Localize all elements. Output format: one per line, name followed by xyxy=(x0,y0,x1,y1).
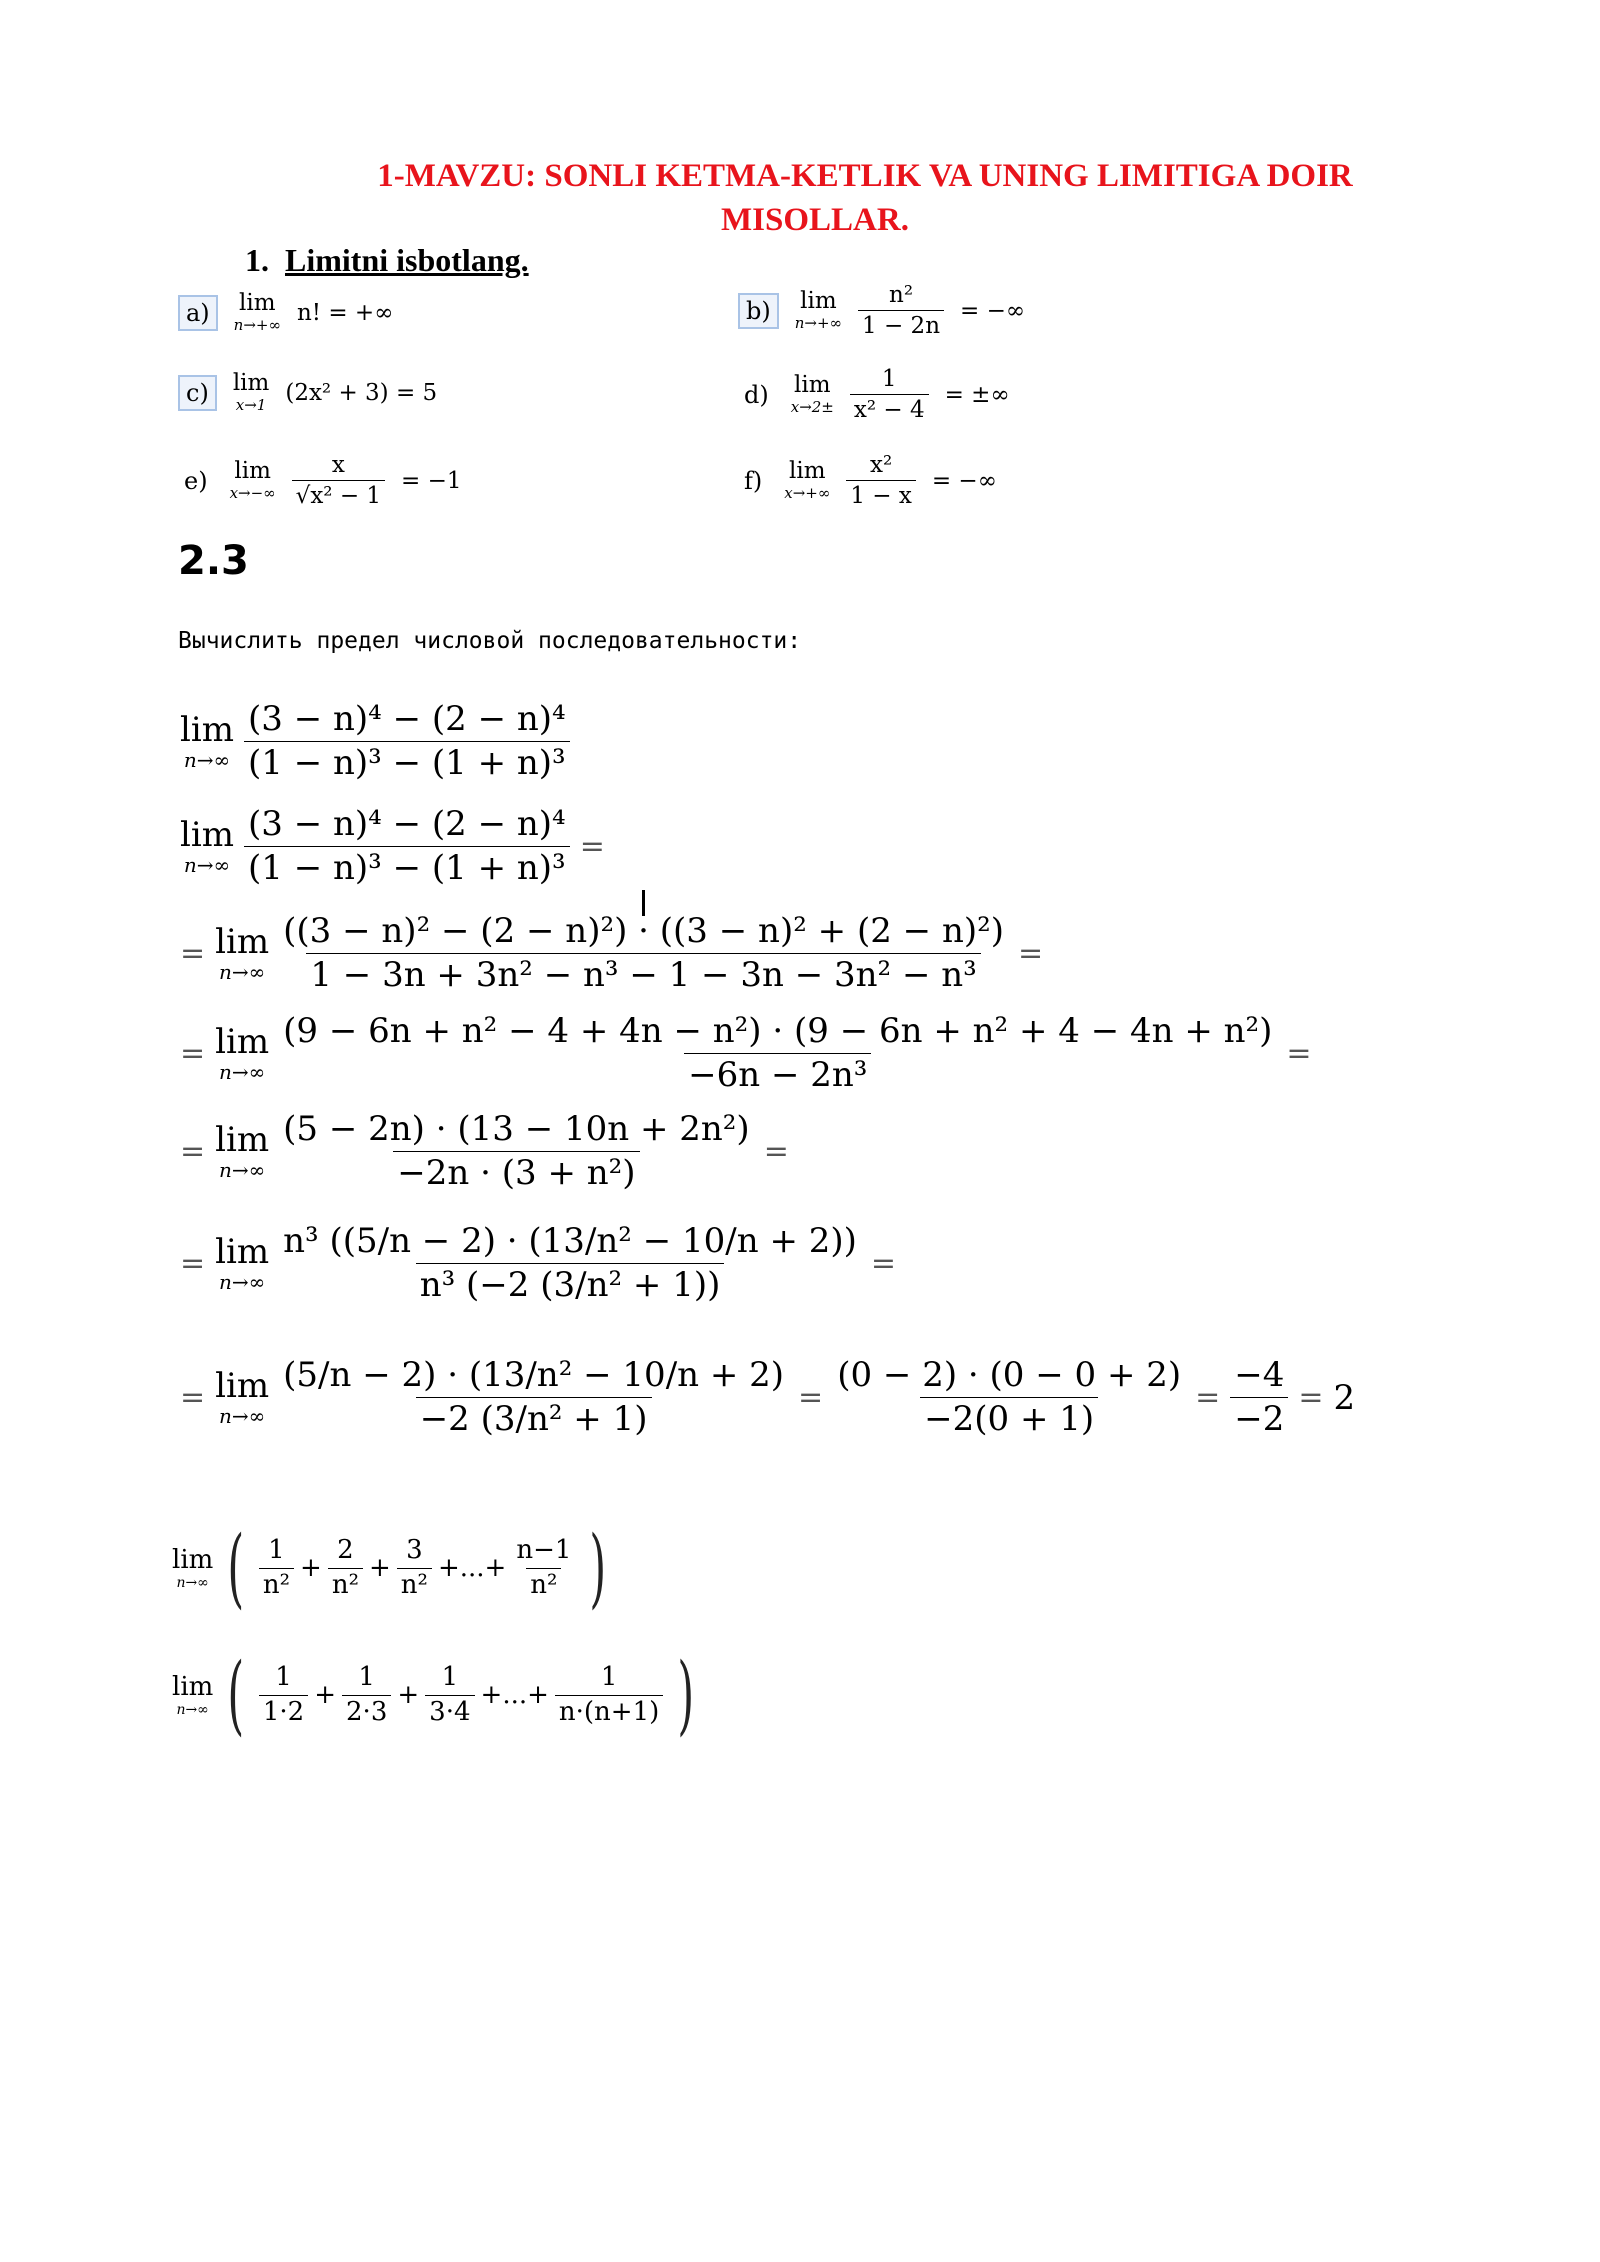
plus-sign: + xyxy=(397,1680,420,1710)
equals-sign: = xyxy=(180,1036,206,1072)
fraction: $\frac{(0 - 2) \cdot (0 - 0 + 2)}{-2(0 + 1)}$ xyxy=(837,1355,1182,1440)
task-heading xyxy=(245,242,529,279)
exercise-rhs: = −∞ xyxy=(931,467,997,494)
limit-operator: lim n→∞ xyxy=(180,815,234,878)
limit-operator: lim n→∞ xyxy=(215,1120,270,1183)
task-number: 1. xyxy=(245,242,269,278)
exercise-expression: n! = +∞ xyxy=(296,299,394,326)
fraction: $\frac{1}{2\cdot 3}$ xyxy=(342,1663,391,1728)
limit-operator: lim n→+∞ xyxy=(794,288,843,333)
exercise-c xyxy=(178,372,437,413)
exercise-label: c) xyxy=(178,375,217,411)
fraction: $\frac{\text{(3 − n)⁴ − (2 − n)⁴}}{\text{(1 − n)³ − (1 + n)³}}$ xyxy=(244,700,570,783)
exercise-label: f) xyxy=(744,466,763,495)
fraction: $\frac{1}{\text{x² − 4}}$ xyxy=(850,366,929,424)
extra-limit-1 xyxy=(172,1518,615,1618)
fraction: $\frac{n-1}{\text{n²}}$ xyxy=(516,1534,572,1600)
solution-step-0 xyxy=(180,805,605,888)
limit-operator: lim n→∞ xyxy=(172,1544,214,1591)
fraction: $\frac{\text{(5/n − 2) · (13/n² − 10/n + 2)}}{\text{−2 (3/n² + 1)}}$ xyxy=(283,1355,785,1440)
exercise-b xyxy=(738,282,1025,340)
exercise-e xyxy=(178,452,462,510)
limit-operator: lim n→∞ xyxy=(215,1366,270,1429)
solution-step-3 xyxy=(180,1110,789,1193)
fraction: $\frac{1}{n\cdot(n+1)}$ xyxy=(555,1663,663,1728)
right-paren: ) xyxy=(589,1518,607,1618)
exercise-rhs: = −∞ xyxy=(960,297,1026,324)
equals-sign: = xyxy=(1018,936,1044,972)
limit-operator: lim n→∞ xyxy=(215,922,270,985)
equals-sign: = xyxy=(180,1134,206,1170)
exercise-label: a) xyxy=(178,295,218,331)
limit-operator: lim x→−∞ xyxy=(229,458,276,503)
ellipsis: +...+ xyxy=(437,1553,507,1583)
problem-statement xyxy=(180,700,570,783)
equals-sign: = xyxy=(1298,1380,1324,1416)
limit-operator: lim n→∞ xyxy=(215,1022,270,1085)
left-paren: ( xyxy=(227,1645,245,1745)
fraction: $\frac{\text{(3 − n)⁴ − (2 − n)⁴}}{\text{(1 − n)³ − (1 + n)³}}$ xyxy=(244,805,570,888)
fraction: $\frac{\text{(5 − 2n) · (13 − 10n + 2n²)}}{\text{−2n · (3 + n²)}}$ xyxy=(283,1109,750,1194)
equals-sign: = xyxy=(579,829,605,865)
limit-operator: lim x→2± xyxy=(790,372,834,417)
equals-sign: = xyxy=(180,1246,206,1282)
fraction: $\frac{\text{n³ ((5/n − 2) · (13/n² − 10/n + 2))}}{\text{n³ (−2 (3/n² + 1))}}$ xyxy=(283,1221,857,1306)
solution-step-1 xyxy=(180,912,1043,995)
fraction: $\frac{1}{3\cdot 4}$ xyxy=(425,1663,474,1728)
exercise-d xyxy=(738,366,1010,424)
exercise-label: e) xyxy=(184,466,208,495)
exercise-label: b) xyxy=(738,293,779,329)
limit-operator: lim n→∞ xyxy=(172,1671,214,1718)
right-paren: ) xyxy=(677,1645,695,1745)
final-result: 2 xyxy=(1333,1377,1356,1418)
equals-sign: = xyxy=(1195,1380,1221,1416)
section-intro: Вычислить предел числовой последовательности: xyxy=(178,628,802,654)
equals-sign: = xyxy=(180,936,206,972)
fraction: $\frac{2}{\text{n²}}$ xyxy=(328,1536,363,1601)
plus-sign: + xyxy=(369,1553,391,1583)
limit-operator: lim n→∞ xyxy=(180,710,234,773)
left-paren: ( xyxy=(227,1518,245,1618)
fraction: $\frac{1}{1\cdot 2}$ xyxy=(259,1663,308,1728)
fraction: $\frac{x}{\text{√x² − 1}}$ xyxy=(292,452,385,510)
plus-sign: + xyxy=(300,1553,322,1583)
plus-sign: + xyxy=(314,1680,337,1710)
limit-operator: lim n→∞ xyxy=(215,1232,270,1295)
fraction: $\frac{3}{\text{n²}}$ xyxy=(397,1536,432,1601)
exercise-label: d) xyxy=(744,380,769,409)
extra-limit-2 xyxy=(172,1645,703,1745)
fraction: $\frac{\text{((3 − n)² − (2 − n)²) · ((3 − n)² + (2 − n)²)}}{\text{1 − 3n + 3n² − n³ − 1 − 3n − 3n² − n³}}$ xyxy=(283,911,1004,996)
solution-step-4 xyxy=(180,1222,896,1305)
page-title-line1: 1-MAVZU: SONLI KETMA-KETLIK VA UNING LIMITIGA DOIR xyxy=(377,158,1353,194)
section-number: 2.3 xyxy=(178,538,249,584)
fraction: $\frac{1}{\text{n²}}$ xyxy=(259,1536,294,1601)
ellipsis: +...+ xyxy=(480,1680,549,1710)
equals-sign: = xyxy=(870,1246,897,1282)
page-title-line2: MISOLLAR. xyxy=(721,202,909,238)
limit-operator: lim x→1 xyxy=(232,370,270,414)
limit-operator: lim n→+∞ xyxy=(233,290,281,334)
exercise-expression: (2x² + 3) = 5 xyxy=(285,379,438,406)
equals-sign: = xyxy=(763,1134,789,1170)
limit-operator: lim x→+∞ xyxy=(784,458,831,503)
equals-sign: = xyxy=(798,1380,824,1416)
fraction: $\frac{\text{n²}}{1 - 2n}$ xyxy=(858,282,944,340)
solution-step-5 xyxy=(180,1356,1355,1439)
fraction: $\frac{\text{(9 − 6n + n² − 4 + 4n − n²) · (9 − 6n + n² + 4 − 4n + n²)}}{\text{−6n − 2n³}}$ xyxy=(283,1011,1273,1096)
equals-sign: = xyxy=(180,1380,206,1416)
exercise-a xyxy=(178,292,393,333)
task-label: Limitni isbotlang. xyxy=(285,242,529,278)
equals-sign: = xyxy=(1286,1036,1312,1072)
fraction: $\frac{-4}{-2}$ xyxy=(1230,1356,1288,1439)
exercise-f xyxy=(738,452,997,510)
exercise-rhs: = ±∞ xyxy=(944,381,1010,408)
solution-step-2 xyxy=(180,1012,1312,1095)
fraction: $\frac{\text{x²}}{1 - x}$ xyxy=(846,452,916,510)
exercise-rhs: = −1 xyxy=(401,467,462,494)
